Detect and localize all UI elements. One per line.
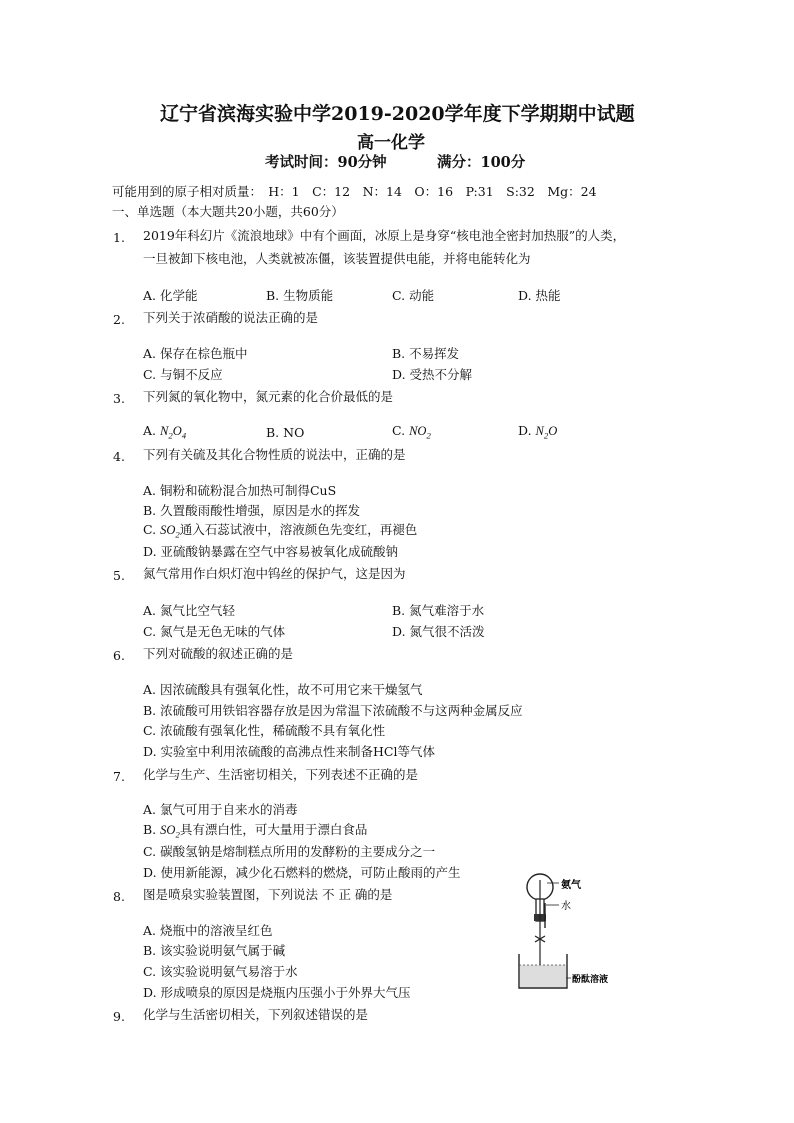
formula-sub: 2 <box>168 430 173 441</box>
option-a: A. 铜粉和硫粉混合加热可制得CuS <box>143 483 337 498</box>
question-stem: 下列对硫酸的叙述正确的是 <box>143 646 294 661</box>
option-b-label: B. <box>143 822 157 837</box>
formula-sub: 2 <box>175 829 180 840</box>
formula-sub: 2 <box>426 430 431 441</box>
question-number: 4. <box>113 449 125 464</box>
gas-label: 氨气 <box>561 880 581 891</box>
exam-time: 考试时间：90分钟 <box>265 154 387 171</box>
option-a <box>143 423 186 441</box>
page-title: 辽宁省滨海实验中学2019-2020学年度下学期期中试题 <box>160 103 635 125</box>
page-subtitle: 高一化学 <box>357 133 425 153</box>
option-c: C. 与铜不反应 <box>143 367 223 382</box>
question-number: 9. <box>113 1009 125 1024</box>
option-d: D. 形成喷泉的原因是烧瓶内压强小于外界大气压 <box>143 985 411 1000</box>
question-number: 2. <box>113 312 125 327</box>
option-a: A. 因浓硫酸具有强氧化性，故不可用它来干燥氢气 <box>143 682 423 697</box>
question-number: 5. <box>113 568 125 583</box>
option-b: B. 氮气难溶于水 <box>392 603 485 618</box>
option-c-label: C. <box>392 423 406 438</box>
option-d: D. 亚硫酸钠暴露在空气中容易被氧化成硫酸钠 <box>143 544 399 559</box>
option-d: D. 氮气很不活泼 <box>392 624 485 639</box>
option-c: C. 动能 <box>392 288 435 303</box>
question-number: 6. <box>113 648 125 663</box>
option-a-label: A. <box>143 423 157 438</box>
water-label: 水 <box>561 901 571 912</box>
option-a: A. 化学能 <box>143 288 198 303</box>
question-number: 1. <box>113 230 125 245</box>
question-stem: 化学与生活密切相关，下列叙述错误的是 <box>143 1007 369 1022</box>
option-d-label: D. <box>518 423 532 438</box>
option-a: A. 氯气可用于自来水的消毒 <box>143 802 298 817</box>
option-c <box>143 520 417 540</box>
option-c: C. 该实验说明氨气易溶于水 <box>143 964 298 979</box>
option-b: B. 生物质能 <box>266 288 334 303</box>
option-c-text: 通入石蕊试液中，溶液颜色先变红，再褪色 <box>179 522 418 537</box>
formula-part: SO <box>160 523 176 537</box>
formula-so2 <box>160 523 180 540</box>
fountain-experiment-figure <box>515 870 625 995</box>
question-number: 7. <box>113 769 125 784</box>
full-score: 满分：100分 <box>437 154 526 171</box>
option-a: A. 氮气比空气轻 <box>143 603 235 618</box>
option-d: D. 实验室中利用浓硫酸的高沸点性来制备HCl等气体 <box>143 744 435 759</box>
option-b <box>143 820 367 840</box>
option-c: C. 氮气是无色无味的气体 <box>143 624 286 639</box>
formula-part: SO <box>160 823 176 837</box>
formula-sub: 2 <box>175 529 180 540</box>
option-b: B. 浓硫酸可用铁铝容器存放是因为常温下浓硫酸不与这两种金属反应 <box>143 703 523 718</box>
solution-label: 酚酞溶液 <box>572 975 609 985</box>
question-stem: 下列关于浓硝酸的说法正确的是 <box>143 310 319 325</box>
option-d: D. 使用新能源，减少化石燃料的燃烧，可防止酸雨的产生 <box>143 865 461 880</box>
option-b: B. 久置酸雨酸性增强，原因是水的挥发 <box>143 503 361 518</box>
option-a: A. 烧瓶中的溶液呈红色 <box>143 923 273 938</box>
formula-n2o <box>535 424 558 441</box>
option-d: D. 热能 <box>518 288 561 303</box>
formula-part: N <box>535 424 544 438</box>
option-b: B. 不易挥发 <box>392 346 460 361</box>
option-c: C. 碳酸氢钠是熔制糕点所用的发酵粉的主要成分之一 <box>143 844 436 859</box>
option-c: C. 浓硫酸有强氧化性，稀硫酸不具有氧化性 <box>143 723 386 738</box>
section-title: 一、单选题（本大题共20小题，共60分） <box>112 204 344 219</box>
question-stem: 图是喷泉实验装置图，下列说法 不 正 确的是 <box>143 887 393 902</box>
option-b-text: 具有漂白性，可大量用于漂白食品 <box>179 822 368 837</box>
formula-part: O <box>548 424 558 438</box>
option-d <box>518 423 557 441</box>
question-stem: 2019年科幻片《流浪地球》中有个画面，冰原上是身穿“核电池全密封加热服”的人类， <box>143 228 626 243</box>
option-a: A. 保存在棕色瓶中 <box>143 346 248 361</box>
formula-so2 <box>160 823 180 840</box>
formula-no2 <box>409 424 431 441</box>
formula-part: N <box>160 424 169 438</box>
option-c-label: C. <box>143 522 157 537</box>
option-c <box>392 423 431 441</box>
atomic-mass-line: 可能用到的原子相对质量： H：1 C：12 N：14 O：16 P:31 S:32 Mg：24 <box>112 184 597 199</box>
option-b: B. 该实验说明氨气属于碱 <box>143 943 286 958</box>
question-number: 3. <box>113 391 125 406</box>
question-stem: 化学与生产、生活密切相关，下列表述不正确的是 <box>143 767 419 782</box>
formula-part: O <box>172 424 182 438</box>
formula-sub: 2 <box>543 430 549 441</box>
formula-part: NO <box>409 424 427 438</box>
question-stem: 氮气常用作白炽灯泡中钨丝的保护气，这是因为 <box>143 566 406 581</box>
question-stem: 一旦被卸下核电池，人类就被冻僵，该装置提供电能，并将电能转化为 <box>143 251 531 266</box>
formula-n2o4 <box>160 424 187 441</box>
option-d: D. 受热不分解 <box>392 367 473 382</box>
formula-sub: 4 <box>181 430 187 441</box>
question-stem: 下列有关硫及其化合物性质的说法中，正确的是 <box>143 447 406 462</box>
question-number: 8. <box>113 889 125 904</box>
question-stem: 下列氮的氧化物中，氮元素的化合价最低的是 <box>143 389 394 404</box>
option-b: B. NO <box>266 425 305 440</box>
beaker-solution <box>520 965 566 987</box>
